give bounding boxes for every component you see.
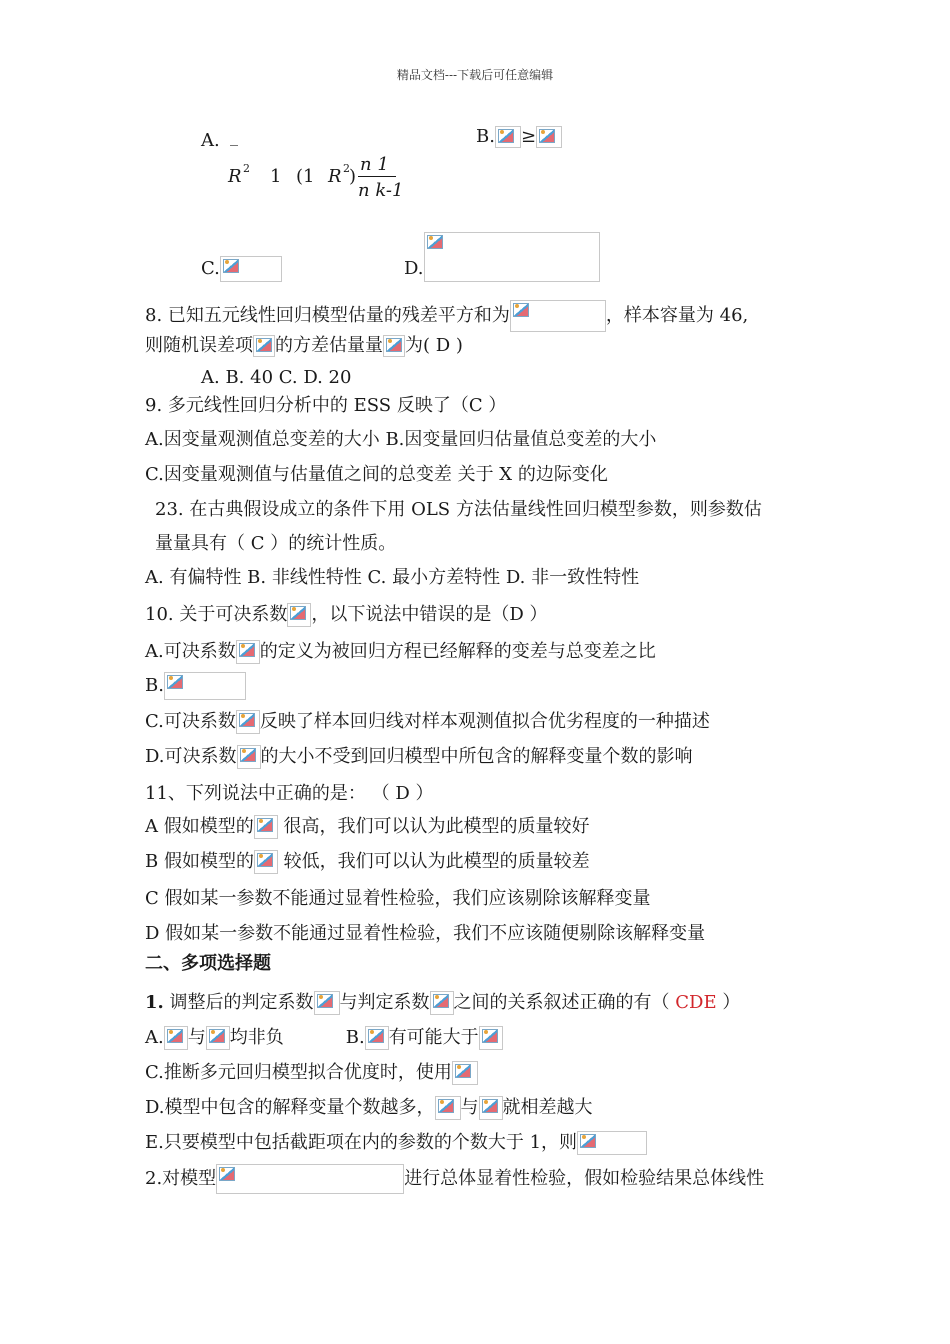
q9-stem: 9. 多元线性回归分析中的 ESS 反映了（C ） — [145, 395, 507, 416]
formula-image-icon — [254, 850, 278, 874]
q8-options: A. B. 40 C. D. 20 — [201, 367, 352, 388]
formula-image-icon — [383, 335, 405, 357]
page-header: 精品文档---下载后可任意编辑 — [396, 68, 554, 82]
m1-option-d: D.模型中包含的解释变量个数越多， 与 就相差越大 — [145, 1097, 593, 1118]
formula-image-icon — [479, 1026, 503, 1050]
formula-image-icon — [236, 710, 260, 734]
formula-image-icon — [164, 672, 246, 700]
formula-image-icon — [452, 1061, 478, 1085]
formula-image-icon — [510, 300, 606, 332]
q23-line2: 量量具有（ C ）的统计性质。 — [155, 533, 397, 554]
q23-line1: 23. 在古典假设成立的条件下用 OLS 方法估量线性回归模型参数，则参数估 — [155, 499, 762, 520]
formula-image-icon — [435, 1096, 461, 1120]
formula-image-icon — [430, 991, 454, 1015]
q11-option-b: B 假如模型的 较低，我们可以认为此模型的质量较差 — [145, 851, 590, 872]
m1-option-c: C.推断多元回归模型拟合优度时，使用 — [145, 1060, 478, 1086]
m2-stem: 2.对模型 进行总体显着性检验，假如检验结果总体线性 — [145, 1164, 764, 1194]
formula-image-icon — [536, 126, 562, 148]
formula-image-icon — [206, 1026, 230, 1050]
formula-image-icon — [220, 256, 282, 282]
q7-option-a: A. — [201, 130, 220, 151]
q10-option-d: D.可决系数 的大小不受到回归模型中所包含的解释变量个数的影响 — [145, 746, 693, 767]
formula-image-icon — [424, 232, 600, 282]
q8-line2: 则随机误差项 的方差估量量 为( D ) — [145, 335, 463, 356]
formula-image-icon — [216, 1164, 404, 1194]
q10-stem: 10. 关于可决系数 ，以下说法中错误的是（D ） — [145, 604, 548, 625]
formula-image-icon — [365, 1026, 389, 1050]
formula-image-icon — [236, 640, 260, 664]
m1-option-e: E.只要模型中包括截距项在内的参数的个数大于 1，则 — [145, 1130, 647, 1156]
formula-image-icon — [253, 335, 275, 357]
formula-image-icon — [577, 1131, 647, 1155]
q10-option-c: C.可决系数 反映了样本回归线对样本观测值拟合优劣程度的一种描述 — [145, 711, 710, 732]
q8-line1: 8. 已知五元线性回归模型估量的残差平方和为 ，样本容量为 46, — [145, 300, 748, 332]
formula-image-icon — [254, 815, 278, 839]
q9-options-row2: C.因变量观测值与估量值之间的总变差 关于 X 的边际变化 — [145, 464, 608, 485]
q11-stem: 11、下列说法中正确的是： （ D ） — [145, 783, 434, 804]
answer-text: CDE — [675, 992, 717, 1013]
q11-option-c: C 假如某一参数不能通过显着性检验，我们应该剔除该解释变量 — [145, 888, 651, 909]
formula-image-icon — [237, 745, 261, 769]
formula-image-icon — [287, 603, 311, 627]
m1-option-ab: A. 与 均非负 B. 有可能大于 — [145, 1025, 503, 1051]
q7-option-c: C. — [201, 256, 282, 282]
adjusted-r-squared-formula: ‾ R 2 1 (1 R 2 ) n 1 n k-1 — [228, 142, 404, 201]
q9-options-row1: A.因变量观测值总变差的大小 B.因变量回归估量值总变差的大小 — [145, 429, 657, 450]
formula-image-icon — [479, 1096, 503, 1120]
q11-option-a: A 假如模型的 很高，我们可以认为此模型的质量较好 — [145, 816, 590, 837]
q7-option-d: D. — [404, 232, 600, 282]
section-title: 二、多项选择题 — [145, 953, 271, 974]
m1-stem: 1. 调整后的判定系数 与判定系数 之间的关系叙述正确的有（ CDE ） — [145, 992, 741, 1013]
q7-option-b: B. ≥ — [476, 124, 562, 150]
q23-options: A. 有偏特性 B. 非线性特性 C. 最小方差特性 D. 非一致性特性 — [145, 567, 640, 588]
formula-image-icon — [314, 991, 340, 1015]
q11-option-d: D 假如某一参数不能通过显着性检验，我们不应该随便剔除该解释变量 — [145, 923, 706, 944]
q10-option-a: A.可决系数 的定义为被回归方程已经解释的变差与总变差之比 — [145, 641, 656, 662]
formula-image-icon — [164, 1026, 188, 1050]
formula-image-icon — [495, 126, 521, 148]
q10-option-b: B. — [145, 672, 246, 700]
